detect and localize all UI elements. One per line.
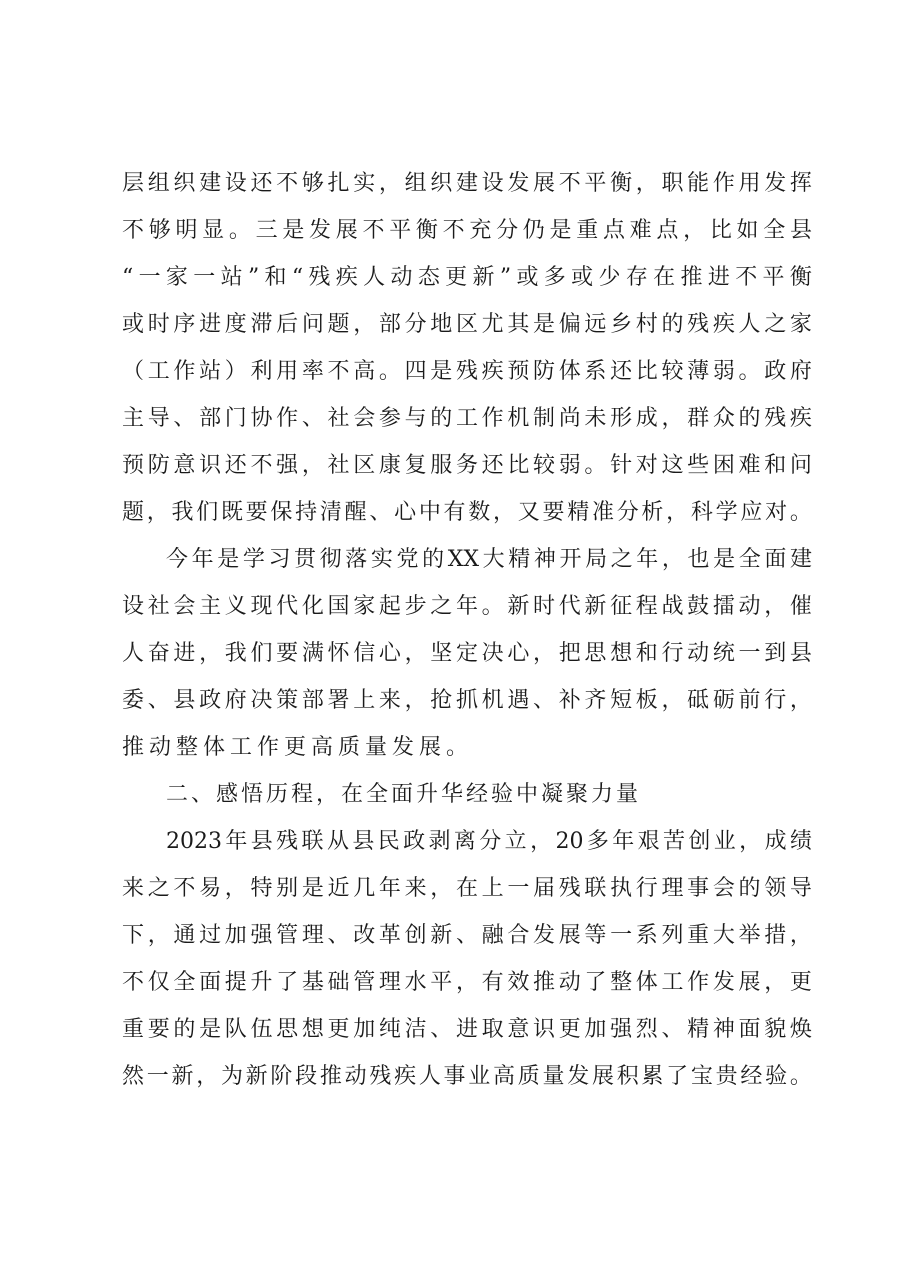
paragraph-line: 题 ， 我 们 既 要 保 持 清 醒 、 心 中 有 数 ， 又 要 精 准 分 析 ， 科 学 应 对 。 bbox=[122, 500, 812, 525]
paragraph-line: 今 年 是 学 习 贯 彻 落 实 党 的 XX 大 精 神 开 局 之 年 ， 也 是 全 面 建 bbox=[166, 547, 812, 572]
paragraph-line: 下 ， 通 过 加 强 管 理 、 改 革 创 新 、 融 合 发 展 等 一 系 列 重 大 举 措 ， bbox=[122, 923, 812, 948]
paragraph-line: 重 要 的 是 队 伍 思 想 更 加 纯 洁 、 进 取 意 识 更 加 强 烈 、 精 神 面 貌 焕 bbox=[122, 1017, 812, 1042]
paragraph-line: （ 工 作 站 ） 利 用 率 不 高 。 四 是 残 疾 预 防 体 系 还 比 较 薄 弱 。 政 府 bbox=[122, 359, 812, 384]
paragraph-line: 不 够 明 显 。 三 是 发 展 不 平 衡 不 充 分 仍 是 重 点 难 点 ， 比 如 全 县 bbox=[122, 218, 812, 243]
paragraph-line: 2023 年 县 残 联 从 县 民 政 剥 离 分 立 ， 20 多 年 艰 苦 创 业 ， 成 绩 bbox=[166, 829, 812, 854]
paragraph-line: 委 、 县 政 府 决 策 部 署 上 来 ， 抢 抓 机 遇 、 补 齐 短 板 ， 砥 砺 前 行 ， bbox=[122, 688, 812, 713]
section-heading: 二、感悟历程，在全面升华经验中凝聚力量 bbox=[166, 782, 642, 807]
paragraph-line: 设 社 会 主 义 现 代 化 国 家 起 步 之 年 。 新 时 代 新 征 程 战 鼓 擂 动 ， 催 bbox=[122, 594, 812, 619]
document-body bbox=[122, 160, 812, 1100]
paragraph-line: 人 奋 进 ， 我 们 要 满 怀 信 心 ， 坚 定 决 心 ， 把 思 想 和 行 动 统 一 到 县 bbox=[122, 641, 812, 666]
paragraph-line: 来 之 不 易 ， 特 别 是 近 几 年 来 ， 在 上 一 届 残 联 执 行 理 事 会 的 领 导 bbox=[122, 876, 812, 901]
paragraph-line: 然 一 新 ， 为 新 阶 段 推 动 残 疾 人 事 业 高 质 量 发 展 积 累 了 宝 贵 经 验 。 bbox=[122, 1064, 812, 1089]
paragraph-line: 不 仅 全 面 提 升 了 基 础 管 理 水 平 ， 有 效 推 动 了 整 体 工 作 发 展 ， 更 bbox=[122, 970, 812, 995]
paragraph-line: 或 时 序 进 度 滞 后 问 题 ， 部 分 地 区 尤 其 是 偏 远 乡 村 的 残 疾 人 之 家 bbox=[122, 312, 812, 337]
paragraph-line: 预 防 意 识 还 不 强 ， 社 区 康 复 服 务 还 比 较 弱 。 针 对 这 些 困 难 和 问 bbox=[122, 453, 812, 478]
paragraph-line: 层 组 织 建 设 还 不 够 扎 实 ， 组 织 建 设 发 展 不 平 衡 ， 职 能 作 用 发 挥 bbox=[122, 171, 812, 196]
paragraph-line: 主 导 、 部 门 协 作 、 社 会 参 与 的 工 作 机 制 尚 未 形 成 ， 群 众 的 残 疾 bbox=[122, 406, 812, 431]
paragraph-line: 推动整体工作更高质量发展。 bbox=[122, 735, 474, 760]
paragraph-line: “ 一 家 一 站 ” 和 “ 残 疾 人 动 态 更 新 ” 或 多 或 少 存 在 推 进 不 平 衡 bbox=[122, 265, 812, 290]
